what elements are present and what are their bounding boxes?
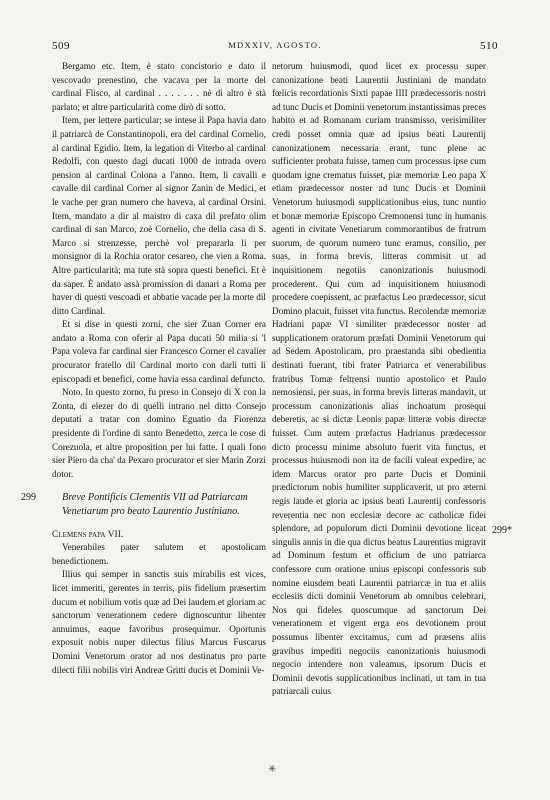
- footer-ornament: ✳: [268, 764, 277, 775]
- margin-page-mark: 299*: [492, 525, 512, 536]
- letter-text: Illius qui semper in sanctis suis mirabilis est vices, licet immeriti, gerentes in terris, piis fidelium præsertim ducum et nobilium votis quæ ad Dei laudem et gloriam ac sanctorum venerationem cedere dignoscuntur libenter annuimus, eaque favoribus prosequimur. Oportunis exposuit nobis nuper dilectus filius Marcus Fuscarus Domini Venetorum orator ad nos destinatus pro parte dilecti filii nobilis viri Andreæ Gritti ducis et Dominii Ve-: [52, 569, 266, 675]
- salutation: Venerabiles pater salutem et apostolicam benedictionem.: [52, 542, 266, 566]
- page-number-right: 510: [480, 40, 498, 52]
- paragraph: Noto. In questo zorno, fu preso in Consejo di X con la Zonta, di elezer do di quelli intrano nel ditto Consejo deputati a tratar con domino Eguatio da Fiorenza presidente di l'ordine di santo Benedetto, zerca le cose di Corezuola, et altre proposition per lui fatte. I quali fono sier Piero da cha' da Pexaro procurator et sier Marin Zorzi dotor.: [52, 387, 266, 479]
- paragraph: Bergamo etc. Item, è stato concistorio e dato il vescovado prenestino, che vacava per la morte del cardinal Flisco, al cardinal . . . . . . . nè di altro è stà parlato; et altre particularità come dirò di sotto.: [52, 61, 266, 112]
- document-title: Breve Pontificis Clementis VII ad Patriarcam Venetiarum pro beato Laurentio Justiniano.: [62, 492, 248, 517]
- page-number-left: 509: [52, 40, 70, 52]
- left-column: [21, 60, 266, 677]
- pope-name: Clemens papa VII.: [52, 528, 124, 540]
- right-column: [272, 60, 486, 699]
- paragraph: Item, per lettere particular; se intese il Papa havia dato il patriarcà de Constantinopoli, era del cardinal Cornelio, al cardinal Egidio. Item, la legation di Viterbo al cardinal Redolfi, con questo dagi ducati 1000 de intrada overo pension al cardinal Colona a l'anno. Item, li cavalli e cavalle dil cardinal Corner al signor Zanin de Medici, et le vache per gran numero che haveva, al cardinal Orsini. Item, mandato a dir al maistro di caxa dil prefato olim cardinal di san Marco, zoè Cornelio, che della casa di S. Marco si strenzesse, perchè vol prepararla li per monsignor di la Rochia orator cesareo, che vien a Roma. Altre particularità; ma tute stà sopra questi benefici. Et è da saper. È andato assà promission di danari a Roma per haver di questi vescoadi et abbatie vacade per la morte dil ditto Cardinal.: [52, 115, 266, 316]
- running-head: MDXXIV, AGOSTO.: [228, 40, 322, 50]
- document-heading: [21, 491, 266, 518]
- paragraph: Et si dise in questi zorni, che sier Zuan Corner era andato a Roma con oferir al Papa ducati 50 milia si 'l Papa voleva far cardinal sier Francesco Corner el cavalier procurator fratello dil Cardinal morto con darli tutti li episcopadi et benefici, come havia essa cardinal defuncto.: [52, 319, 266, 384]
- document-number: 299: [21, 492, 36, 504]
- letter-continuation: netorum huiusmodi, quod licet ex processu super canonizatione beati Laurentii Justiniani de mandato fœlicis recordationis Sixti papae IIII prædecessoris nostri ad tunc Ducis et Dominii venetorum instantissimas preces habito et ad Romanam curiam transmisso, verisimiliter credi posset omnia quæ ad ipsius beati Laurentij canonizationem necessaria erant, tunc plene ac sufficienter probata fuisse, tamen cum processus ipse cum quodam igne crematus fuisset, piæ memoriæ Leo papa X etiam prædecessor noster ad tunc Ducis et Dominii Venetorum huiusmodi supplicationibus eius, tunc nuntio et bonæ memoriæ Episcopo Cremonensi tunc in humanis agenti in civitate Venetiarum commorantibus de fratrum suorum, de quorum numero tunc eramus, consilio, per suas, in forma brevis, litteras commisit ut ad inquisitionem negotiis canonizationis huiusmodi procederent. Qui cum ad inquisitionem huiusmodi procedere coepissent, ac præfactus Leo prædecessor, sicut Domino placuit, fuisset vita functus. Recolendæ memoriæ Hadriani papæ VI similiter prædecessor noster ad supplicationem oratorum præfati Dominii Venetorum qui ad Sedem Apostolicam, pro praestanda sibi obedientia destinati fuerant, tibi frater Patriarca et venerabilibus fratribus Tomæ feltrensi nuntio apostolico et Paulo nemosiensi, per suas, in forma brevis litteras mandavit, ut processum canonizationis alias inchoatum prosequi deberetis, ac si dictæ Leonis papæ litteræ vobis directæ fuisset. Cum autem præfactus Hadrianus prædecessor dicto processu minime absoluto fuerit vita functus, et processus huiusmodi non ita de facili valeat expedire, ac idem Marcus orator pro parte Ducis et Dominii prædictorum nobis humiliter supplicaverit, ut pro æterni regis laude et gloria ac ipsius beati Laurentij confessoris reverentia nec non ecclesiæ decore ac catholicæ fidei splendore, ad populorum dicti Dominii devotione liceat singulis annis in die qua dictus beatus Laurentius migravit ad Dominum festum et officium de uno patriarca confessore cum oratione unius episcopi confessoris sub nomine eiusdem beati Laurentii patriarcæ in tua et aliis ecclesiis dicti dominii Venetorum ab omnibus celebrari, Nos qui fideles quoscumque ad sanctorum Dei venerationem et vigent erga eos devotionem prout possumus libenter excitamus, cum ad præsens aliis gravibus impediti negociis canonizationis huiusmodi negocio intendere non valeamus, ipsorum Ducis et Dominii devotis supplicationibus inclinati, ut tam in tua patriarcali cuius: [272, 61, 486, 697]
